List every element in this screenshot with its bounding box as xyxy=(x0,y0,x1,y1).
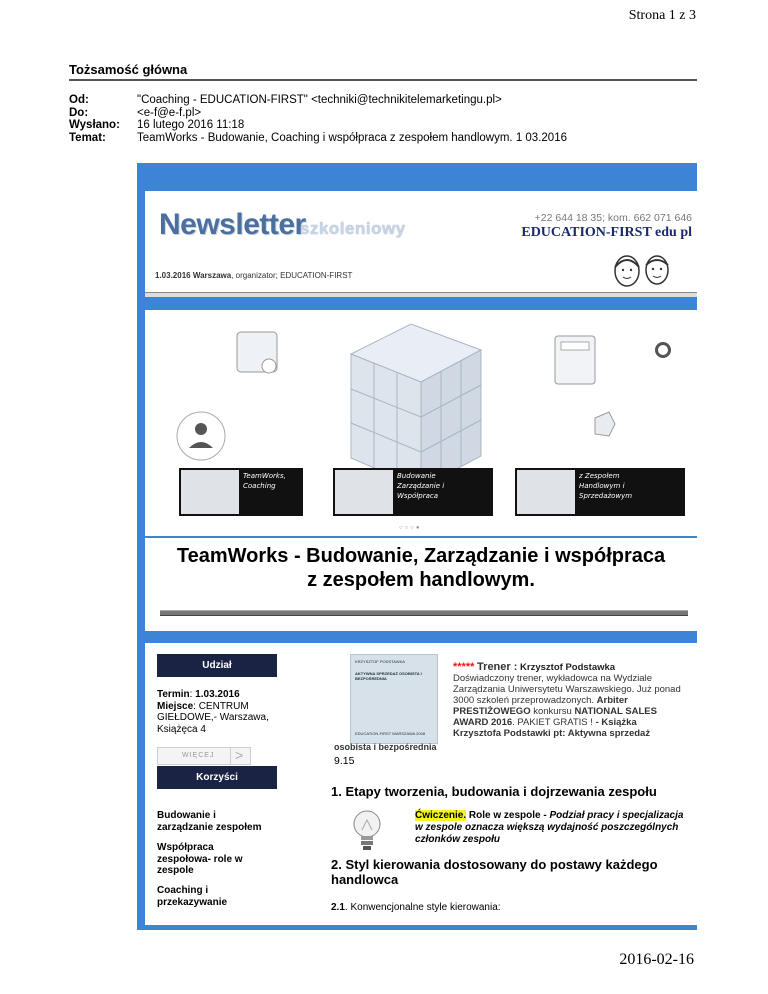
exercise-description: Podział pracy i specjalizacja w zespole oznacza większą wydajność poszczególnych członków zespołu xyxy=(415,810,684,845)
section-title: Tożsamość główna xyxy=(69,62,188,77)
headline-section xyxy=(145,538,697,631)
tile-photo xyxy=(181,470,239,514)
newsletter-title: Newsletter xyxy=(159,208,306,241)
korzysci-button[interactable]: Korzyści xyxy=(157,766,277,789)
page-number: Strona 1 z 3 xyxy=(628,8,696,23)
event-date-line xyxy=(155,271,352,280)
tile-label: Współpraca xyxy=(397,492,439,500)
exercise-label: Ćwiczenie. xyxy=(415,810,467,821)
book-note: - Książka Krzysztofa Podstawki pt: Aktywna sprzedaż xyxy=(453,717,651,739)
subject-value: TeamWorks - Budowanie, Coaching i współpraca z zespołem handlowym. 1 03.2016 xyxy=(137,131,567,144)
miejsce-label: Miejsce xyxy=(157,700,194,712)
award-name: NATIONAL SALES AWARD 2016 xyxy=(453,706,657,728)
subsection-number: 2.1 xyxy=(331,902,345,913)
exercise-title: Role w zespole - xyxy=(468,810,547,821)
arbiter-label: Arbiter xyxy=(596,695,628,706)
section-heading-1: 1. Etapy tworzenia, budowania i dojrzewania zespołu xyxy=(331,784,657,799)
book-cover xyxy=(350,654,438,744)
trainer-bio: Doświadczony trener, wykładowca na Wydziale Zarządzania Uniwersytetu Warszawskiego. Już ponad 3000 szkoleń przeprowadzonych. xyxy=(453,673,681,706)
event-info: Termin: 1.03.2016 Miejsce: CENTRUM GIEŁDOWE,- Warszawa, Książęca 4 xyxy=(157,689,269,735)
to-label: Do: xyxy=(69,106,89,119)
headline-divider xyxy=(160,610,688,616)
event-date: 1.03.2016 Warszawa xyxy=(155,271,232,280)
more-label: WIĘCEJ xyxy=(182,752,215,759)
tile-photo xyxy=(335,470,393,514)
tile-teamworks xyxy=(179,468,303,516)
newsletter-subtitle: szkoleniowy xyxy=(300,219,406,238)
rating-stars: ***** xyxy=(453,661,475,673)
chevron-right-icon: > xyxy=(235,747,245,763)
book-title: AKTYWNA SPRZEDAŻ OSOBISTA I BEZPOŚREDNIA xyxy=(355,671,422,681)
cube-illustration xyxy=(145,310,697,536)
book-number: 9.15 xyxy=(334,755,355,767)
email-headers xyxy=(69,94,567,144)
trainer-bio-2: konkursu xyxy=(533,706,572,717)
trainers-photo xyxy=(607,253,679,289)
subsection-heading xyxy=(331,902,501,913)
contact-phone: +22 644 18 35; kom. 662 071 646 xyxy=(534,212,692,224)
benefit-item: Coaching i przekazywanie xyxy=(157,885,228,908)
subsection-text: . Konwencjonalne style kierowania: xyxy=(344,902,501,913)
title-divider xyxy=(69,79,697,81)
newsletter-header xyxy=(145,191,697,297)
tile-budowanie xyxy=(333,468,493,516)
from-label: Od: xyxy=(69,94,89,106)
content-area xyxy=(145,643,697,925)
section-heading-2: 2. Styl kierowania dostosowany do postawy każdego handlowca xyxy=(331,857,658,887)
miejsce-value: CENTRUM GIEŁDOWE,- Warszawa, Książęca 4 xyxy=(157,700,269,735)
book-caption: osobista i bezpośrednia xyxy=(334,742,437,752)
book-publisher: EDUCATION-FIRST WARSZAWA 2008 xyxy=(355,731,426,736)
slider-indicator xyxy=(655,342,671,358)
benefit-item: Współpraca zespołowa- role w zespole xyxy=(157,842,243,876)
sent-label: Wysłano: xyxy=(69,119,120,131)
header-divider xyxy=(145,292,697,297)
lightbulb-icon xyxy=(350,808,384,854)
to-value: <e-f@e-f.pl> xyxy=(137,106,202,119)
termin-value: 1.03.2016 xyxy=(195,689,240,700)
headline-line: TeamWorks - Budowanie, Zarządzanie i współpraca xyxy=(176,545,666,567)
more-separator xyxy=(230,748,231,764)
trainer-info xyxy=(453,662,685,739)
exercise-note xyxy=(415,810,685,846)
tile-photo xyxy=(517,470,575,514)
tile-label: Handlowym i xyxy=(579,482,625,490)
more-button[interactable] xyxy=(157,747,251,765)
tile-label: Sprzedażowym xyxy=(579,492,633,500)
print-date: 2016-02-16 xyxy=(619,951,694,968)
organizer: , organizator; EDUCATION-FIRST xyxy=(231,271,353,280)
udzial-button[interactable]: Udział xyxy=(157,654,277,677)
benefit-item: Budowanie i zarządzanie zespołem xyxy=(157,810,262,833)
headline-line: z zespołem handlowym. xyxy=(307,569,535,591)
tile-label: z Zespołem xyxy=(579,472,620,480)
sent-value: 16 lutego 2016 11:18 xyxy=(137,119,245,131)
trainer-label: Trener : xyxy=(477,661,518,673)
trainer-bio-3: . PAKIET GRATIS ! xyxy=(512,717,593,728)
tile-label: Zarządzanie i xyxy=(397,482,445,490)
termin-label: Termin xyxy=(157,689,190,700)
tile-label: Coaching xyxy=(243,482,276,490)
from-value: "Coaching - EDUCATION-FIRST" <techniki@technikitelemarketingu.pl> xyxy=(137,94,502,106)
trainer-name: Krzysztof Podstawka xyxy=(520,662,616,673)
brand-name: EDUCATION-FIRST edu pl xyxy=(521,225,692,240)
tile-label: Budowanie xyxy=(397,472,436,480)
carousel-dots[interactable]: ○○○● xyxy=(399,525,422,531)
subject-label: Temat: xyxy=(69,131,106,144)
headline xyxy=(145,544,697,592)
tile-zespol xyxy=(515,468,685,516)
book-author: KRZYSZTOF PODSTAWKA xyxy=(355,659,405,664)
tile-label: TeamWorks, xyxy=(243,472,286,480)
prestige-label: PRESTIŻOWEGO xyxy=(453,706,531,717)
